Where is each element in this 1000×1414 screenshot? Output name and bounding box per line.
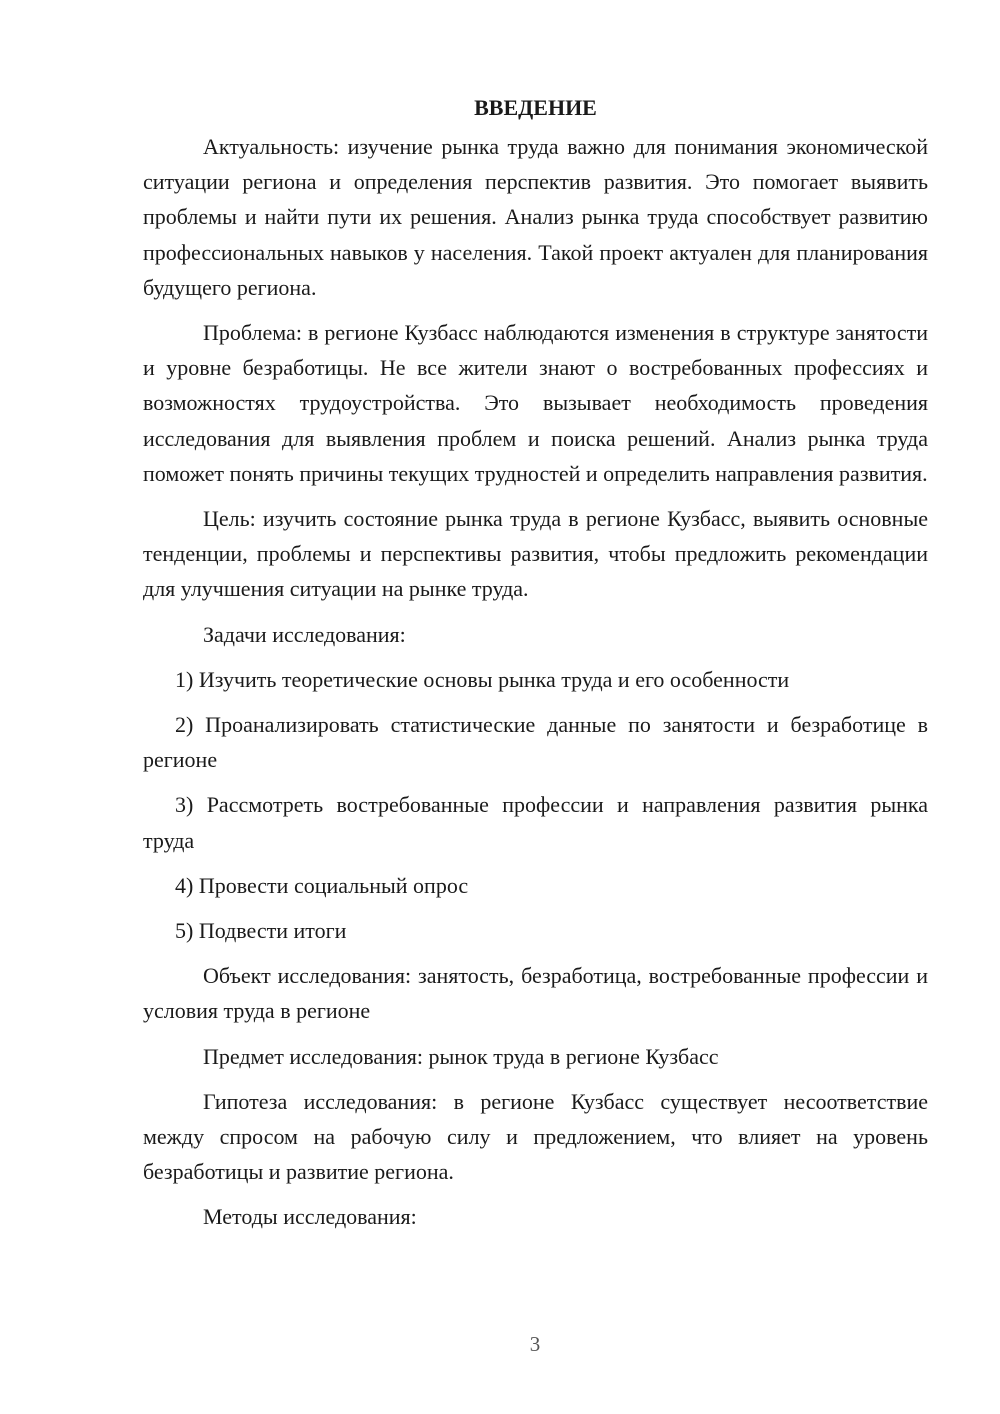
relevance-paragraph: Актуальность: изучение рынка труда важно для понимания экономической ситуации региона и определения перспектив развития. Это помогает выявить проблемы и найти пути их решения. Анализ рынка труда способствует развитию профессиональных навыков у населения. Такой проект актуален для планирования будущего региона. — [143, 134, 928, 300]
goal-paragraph: Цель: изучить состояние рынка труда в регионе Кузбасс, выявить основные тенденции, проблемы и перспективы развития, чтобы предложить рекомендации для улучшения ситуации на рынке труда. — [143, 506, 928, 602]
object-paragraph: Объект исследования: занятость, безработица, востребованные профессии и условия труда в регионе — [143, 963, 928, 1024]
task-item: 4) Провести социальный опрос — [175, 872, 469, 898]
task-item: 3) Рассмотреть востребованные профессии и направления развития рынка труда — [143, 792, 928, 853]
methods-heading: Методы исследования: — [203, 1204, 417, 1230]
page-number: 3 — [529, 1332, 541, 1356]
document-page — [143, 90, 928, 1245]
tasks-heading: Задачи исследования: — [203, 621, 406, 647]
page-title: ВВЕДЕНИЕ — [474, 95, 597, 120]
task-item: 5) Подвести итоги — [175, 918, 347, 944]
task-item: 2) Проанализировать статистические данные по занятости и безработице в регионе — [143, 712, 928, 773]
problem-paragraph: Проблема: в регионе Кузбасс наблюдаются изменения в структуре занятости и уровне безработицы. Не все жители знают о востребованных профессиях и возможностях трудоустройства. Это вызывает необходимость проведения исследования для выявления проблем и поиска решений. Анализ рынка труда поможет понять причины текущих трудностей и определить направления развития. — [143, 320, 928, 486]
hypothesis-paragraph: Гипотеза исследования: в регионе Кузбасс существует несоответствие между спросом на рабочую силу и предложением, что влияет на уровень безработицы и развитие региона. — [143, 1088, 928, 1185]
task-item: 1) Изучить теоретические основы рынка труда и его особенности — [175, 666, 790, 692]
subject-paragraph: Предмет исследования: рынок труда в регионе Кузбасс — [203, 1043, 719, 1069]
